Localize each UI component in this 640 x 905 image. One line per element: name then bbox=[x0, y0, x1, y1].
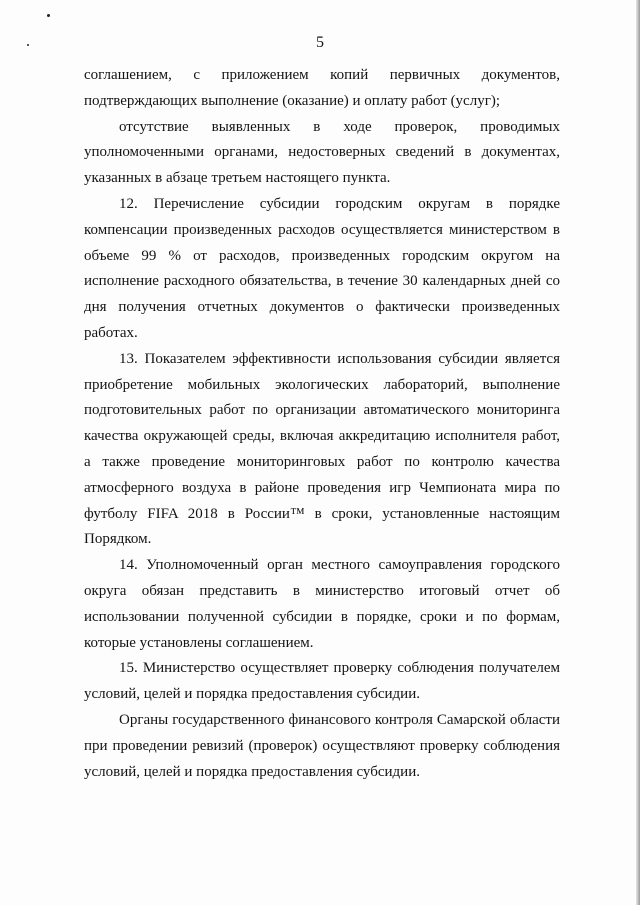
paragraph-12: 12. Перечисление субсидии городским округам в порядке компенсации произведенных расходов осуществляется министерством в объеме 99 % от расходов, произведенных городским округом на исполнение расходного обязательства, в течение 30 календарных дней со дня получения отчетных документов о фактически произведенных работах. bbox=[84, 195, 560, 341]
paragraph-financial-control: Органы государственного финансового контроля Самарской области при проведении ревизий (проверок) осуществляют проверку соблюдения условий, целей и порядка предоставления субсидии. bbox=[84, 711, 560, 780]
scan-edge-shadow bbox=[636, 0, 640, 905]
document-body bbox=[84, 63, 560, 785]
page-number: 5 bbox=[316, 34, 324, 51]
paragraph-condition: отсутствие выявленных в ходе проверок, проводимых уполномоченными органами, недостоверных сведений в документах, указанных в абзаце третьем настоящего пункта. bbox=[84, 118, 560, 187]
paragraph-14: 14. Уполномоченный орган местного самоуправления городского округа обязан представить в министерство итоговый отчет об использовании полученной субсидии в порядке, сроки и по формам, которые установлены соглашением. bbox=[84, 557, 560, 651]
paragraph-continuation: соглашением, с приложением копий первичных документов, подтверждающих выполнение (оказание) и оплату работ (услуг); bbox=[84, 67, 560, 109]
paragraph-13: 13. Показателем эффективности использования субсидии является приобретение мобильных экологических лабораторий, выполнение подготовительных работ по организации автоматического мониторинга качества окружающей среды, включая аккредитацию исполнителя работ, а также проведение мониторинговых работ по контролю качества атмосферного воздуха в районе проведения игр Чемпионата мира по футболу FIFA 2018 в России™ в сроки, установленные настоящим Порядком. bbox=[84, 350, 560, 548]
paragraph-15: 15. Министерство осуществляет проверку соблюдения получателем условий, целей и порядка предоставления субсидии. bbox=[84, 660, 560, 703]
scan-speck bbox=[47, 14, 50, 17]
